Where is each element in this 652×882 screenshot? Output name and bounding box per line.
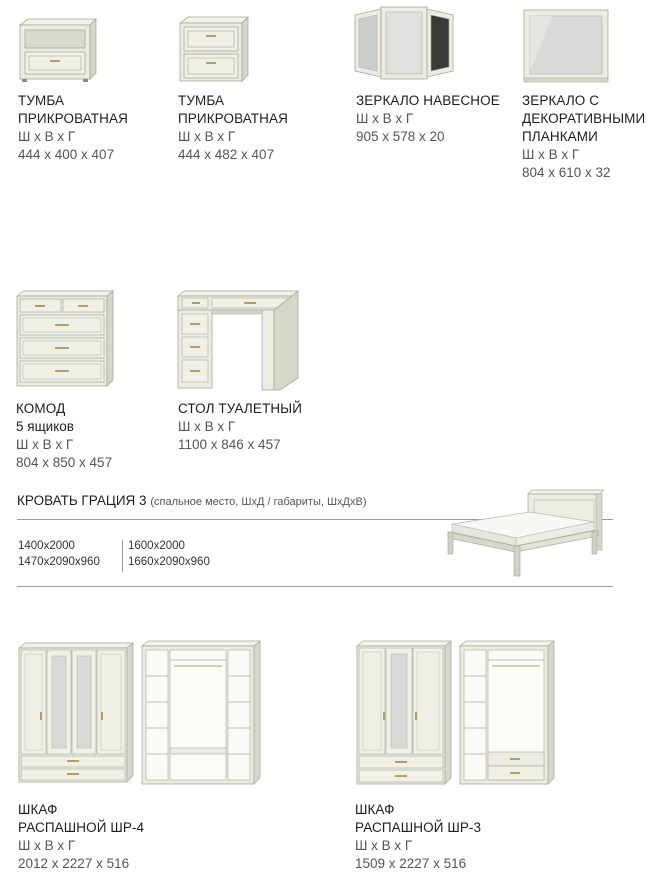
wardrobe-4-closed-image [17, 642, 135, 784]
item-hanging-mirror [356, 92, 500, 146]
dim-label: Ш х В х Г [355, 838, 413, 853]
bed-note: (спальное место, ШхД / габариты, ШхДхВ) [150, 496, 367, 508]
item-wardrobe-3 [355, 801, 481, 873]
nightstand-niche-image [18, 17, 98, 83]
bed-name: КРОВАТЬ ГРАЦИЯ 3 [17, 493, 147, 508]
hanging-mirror-image [353, 5, 455, 85]
dim-label: Ш х В х Г [18, 129, 76, 144]
item-title-line: ПРИКРОВАТНАЯ [178, 111, 288, 126]
bed-size-separator [122, 540, 123, 572]
item-nightstand-1 [18, 92, 128, 164]
chest-of-drawers-image [15, 290, 115, 390]
item-title-line: ПРИКРОВАТНАЯ [18, 111, 128, 126]
wardrobe-3-closed-image [355, 640, 453, 786]
item-title-line: ЗЕРКАЛО С [522, 93, 600, 108]
item-decorative-mirror [522, 92, 645, 182]
item-dims: 1100 х 846 х 457 [178, 437, 281, 452]
bed-size-1 [18, 538, 100, 570]
item-title-line: СТОЛ ТУАЛЕТНЫЙ [178, 401, 303, 416]
item-title-line: ШКАФ [355, 802, 395, 817]
item-title-line: ТУМБА [18, 93, 65, 108]
item-title-line: РАСПАШНОЙ ШР-3 [355, 820, 482, 835]
item-title-line: ШКАФ [18, 802, 58, 817]
bed-size-2 [128, 538, 210, 570]
bed-bottom-rule [17, 586, 613, 587]
item-chest [16, 400, 112, 472]
item-dims: 804 х 610 х 32 [522, 165, 611, 180]
item-dims: 444 х 482 х 407 [178, 147, 275, 162]
item-title-line: ЗЕРКАЛО НАВЕСНОЕ [356, 93, 500, 108]
bed-sleep-size: 1400х2000 [18, 540, 75, 552]
item-dims: 804 х 850 х 457 [16, 455, 113, 470]
bed-sleep-size: 1600х2000 [128, 540, 185, 552]
dim-label: Ш х В х Г [178, 419, 236, 434]
item-dims: 2012 х 2227 х 516 [18, 856, 130, 871]
item-nightstand-2 [178, 92, 288, 164]
item-title-line: 5 ящиков [16, 419, 74, 434]
item-wardrobe-4 [18, 801, 144, 873]
item-dims: 1509 х 2227 х 516 [355, 856, 467, 871]
bed-overall-size: 1470х2090х960 [18, 556, 100, 568]
nightstand-drawers-image [178, 15, 250, 85]
item-title-line: ПЛАНКАМИ [522, 129, 598, 144]
item-dims: 444 х 400 х 407 [18, 147, 115, 162]
item-title-line: КОМОД [16, 401, 66, 416]
decorative-mirror-image [522, 8, 610, 84]
dim-label: Ш х В х Г [356, 111, 414, 126]
wardrobe-3-open-image [458, 640, 556, 786]
dressing-table-image [176, 290, 300, 392]
item-title-line: ТУМБА [178, 93, 225, 108]
bed-overall-size: 1660х2090х960 [128, 556, 210, 568]
dim-label: Ш х В х Г [18, 838, 76, 853]
dim-label: Ш х В х Г [16, 437, 74, 452]
item-title-line: ДЕКОРАТИВНЫМИ [522, 111, 646, 126]
bed-image [444, 488, 606, 580]
dim-label: Ш х В х Г [178, 129, 236, 144]
wardrobe-4-open-image [140, 640, 262, 786]
bed-title [17, 493, 367, 508]
dim-label: Ш х В х Г [522, 147, 580, 162]
item-dressing-table [178, 400, 302, 454]
item-title-line: РАСПАШНОЙ ШР-4 [18, 820, 145, 835]
item-dims: 905 х 578 х 20 [356, 129, 445, 144]
